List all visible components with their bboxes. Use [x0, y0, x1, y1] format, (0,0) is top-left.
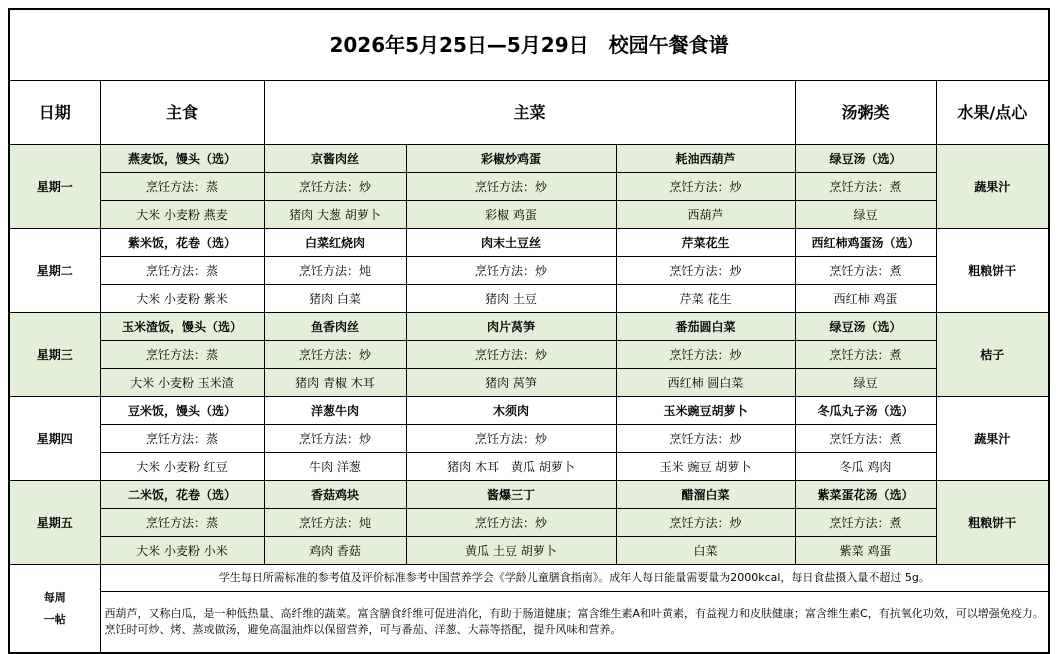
table-row — [9, 229, 1049, 257]
cooking-method: 烹饪方法：蒸 — [100, 257, 264, 285]
cooking-method: 烹饪方法：炖 — [264, 509, 406, 537]
cooking-method: 烹饪方法：炒 — [264, 425, 406, 453]
ingredients: 鸡肉 香菇 — [264, 537, 406, 565]
cooking-method: 烹饪方法：炒 — [264, 341, 406, 369]
cooking-method: 烹饪方法：炖 — [264, 257, 406, 285]
cooking-method: 烹饪方法：煮 — [795, 173, 936, 201]
dish-name: 豆米饭，馒头（选） — [100, 397, 264, 425]
dish-name: 二米饭，花卷（选） — [100, 481, 264, 509]
table-row — [9, 313, 1049, 341]
ingredients: 芹菜 花生 — [616, 285, 795, 313]
fruit-snack: 桔子 — [936, 313, 1049, 397]
dish-name: 绿豆汤（选） — [795, 145, 936, 173]
dish-name: 绿豆汤（选） — [795, 313, 936, 341]
dish-name: 番茄圆白菜 — [616, 313, 795, 341]
day-label: 星期一 — [9, 145, 100, 229]
table-row — [9, 341, 1049, 369]
table-row — [9, 537, 1049, 565]
table-row — [9, 453, 1049, 481]
fruit-snack: 蔬果汁 — [936, 397, 1049, 481]
ingredients: 猪肉 土豆 — [406, 285, 616, 313]
dish-name: 玉米渣饭，馒头（选） — [100, 313, 264, 341]
cooking-method: 烹饪方法：炒 — [406, 341, 616, 369]
day-label: 星期四 — [9, 397, 100, 481]
cooking-method: 烹饪方法：蒸 — [100, 425, 264, 453]
cooking-method: 烹饪方法：炒 — [406, 173, 616, 201]
ingredients: 玉米 豌豆 胡萝卜 — [616, 453, 795, 481]
cooking-method: 烹饪方法：炒 — [406, 425, 616, 453]
ingredients: 大米 小麦粉 玉米渣 — [100, 369, 264, 397]
table-row — [9, 145, 1049, 173]
header-fruit: 水果/点心 — [936, 81, 1049, 145]
dish-name: 耗油西葫芦 — [616, 145, 795, 173]
day-label: 星期二 — [9, 229, 100, 313]
table-row — [9, 201, 1049, 229]
cooking-method: 烹饪方法：炒 — [406, 509, 616, 537]
weekly-label-line1: 每周 — [43, 590, 66, 604]
ingredients: 大米 小麦粉 红豆 — [100, 453, 264, 481]
ingredients: 猪肉 莴笋 — [406, 369, 616, 397]
ingredients: 大米 小麦粉 紫米 — [100, 285, 264, 313]
table-row — [9, 425, 1049, 453]
dish-name: 肉末土豆丝 — [406, 229, 616, 257]
table-row — [9, 257, 1049, 285]
ingredients: 猪肉 大葱 胡萝卜 — [264, 201, 406, 229]
dish-name: 白菜红烧肉 — [264, 229, 406, 257]
dish-name: 木须肉 — [406, 397, 616, 425]
table-row — [9, 397, 1049, 425]
ingredients: 大米 小麦粉 小米 — [100, 537, 264, 565]
weekly-tip-text: 西葫芦，又称白瓜，是一种低热量、高纤维的蔬菜。富含膳食纤维可促进消化，有助于肠道健康；富含维生素A和叶黄素，有益视力和皮肤健康；富含维生素C，有抗氧化功效，可以增强免疫力。烹饪时可炒、烤、蒸或做汤，避免高温油炸以保留营养，可与番茄、洋葱、大蒜等搭配，提升风味和营养。 — [100, 592, 1049, 654]
cooking-method: 烹饪方法：炒 — [406, 257, 616, 285]
dish-name: 京酱肉丝 — [264, 145, 406, 173]
ingredients: 西红柿 鸡蛋 — [795, 285, 936, 313]
header-date: 日期 — [9, 81, 100, 145]
header-staple: 主食 — [100, 81, 264, 145]
cooking-method: 烹饪方法：煮 — [795, 257, 936, 285]
dish-name: 酱爆三丁 — [406, 481, 616, 509]
fruit-snack: 蔬果汁 — [936, 145, 1049, 229]
dish-name: 西红柿鸡蛋汤（选） — [795, 229, 936, 257]
cooking-method: 烹饪方法：炒 — [616, 509, 795, 537]
dish-name: 洋葱牛肉 — [264, 397, 406, 425]
ingredients: 大米 小麦粉 燕麦 — [100, 201, 264, 229]
cooking-method: 烹饪方法：蒸 — [100, 509, 264, 537]
ingredients: 绿豆 — [795, 369, 936, 397]
table-row — [9, 481, 1049, 509]
fruit-snack: 粗粮饼干 — [936, 229, 1049, 313]
cooking-method: 烹饪方法：炒 — [264, 173, 406, 201]
table-row — [9, 173, 1049, 201]
dish-name: 燕麦饭，馒头（选） — [100, 145, 264, 173]
page-title: 2026年5月25日—5月29日 校园午餐食谱 — [9, 9, 1049, 81]
cooking-method: 烹饪方法：炒 — [616, 173, 795, 201]
cooking-method: 烹饪方法：蒸 — [100, 173, 264, 201]
fruit-snack: 粗粮饼干 — [936, 481, 1049, 565]
ingredients: 西葫芦 — [616, 201, 795, 229]
day-label: 星期三 — [9, 313, 100, 397]
ingredients: 黄瓜 土豆 胡萝卜 — [406, 537, 616, 565]
dish-name: 鱼香肉丝 — [264, 313, 406, 341]
table-row — [9, 509, 1049, 537]
ingredients: 白菜 — [616, 537, 795, 565]
cooking-method: 烹饪方法：炒 — [616, 257, 795, 285]
dish-name: 冬瓜丸子汤（选） — [795, 397, 936, 425]
dish-name: 紫米饭，花卷（选） — [100, 229, 264, 257]
ingredients: 西红柿 圆白菜 — [616, 369, 795, 397]
table-row — [9, 369, 1049, 397]
day-label: 星期五 — [9, 481, 100, 565]
dish-name: 香菇鸡块 — [264, 481, 406, 509]
lunch-menu — [8, 8, 1048, 640]
dish-name: 玉米豌豆胡萝卜 — [616, 397, 795, 425]
cooking-method: 烹饪方法：蒸 — [100, 341, 264, 369]
dish-name: 醋溜白菜 — [616, 481, 795, 509]
cooking-method: 烹饪方法：煮 — [795, 341, 936, 369]
weekly-tip-label — [9, 565, 100, 654]
dish-name: 芹菜花生 — [616, 229, 795, 257]
cooking-method: 烹饪方法：煮 — [795, 425, 936, 453]
ingredients: 彩椒 鸡蛋 — [406, 201, 616, 229]
cooking-method: 烹饪方法：炒 — [616, 425, 795, 453]
nutrition-standard: 学生每日所需标准的参考值及评价标准参考中国营养学会《学龄儿童膳食指南》。成年人每日能量需要量为2000kcal，每日食盐摄入量不超过 5g。 — [100, 565, 1049, 592]
header-soup: 汤粥类 — [795, 81, 936, 145]
dish-name: 紫菜蛋花汤（选） — [795, 481, 936, 509]
cooking-method: 烹饪方法：炒 — [616, 341, 795, 369]
dish-name: 彩椒炒鸡蛋 — [406, 145, 616, 173]
header-main: 主菜 — [264, 81, 795, 145]
dish-name: 肉片莴笋 — [406, 313, 616, 341]
table-row — [9, 285, 1049, 313]
menu-table — [8, 8, 1050, 654]
ingredients: 猪肉 木耳 黄瓜 胡萝卜 — [406, 453, 616, 481]
ingredients: 猪肉 青椒 木耳 — [264, 369, 406, 397]
ingredients: 紫菜 鸡蛋 — [795, 537, 936, 565]
ingredients: 猪肉 白菜 — [264, 285, 406, 313]
ingredients: 冬瓜 鸡肉 — [795, 453, 936, 481]
cooking-method: 烹饪方法：煮 — [795, 509, 936, 537]
ingredients: 绿豆 — [795, 201, 936, 229]
weekly-label-line2: 一帖 — [43, 612, 66, 626]
ingredients: 牛肉 洋葱 — [264, 453, 406, 481]
